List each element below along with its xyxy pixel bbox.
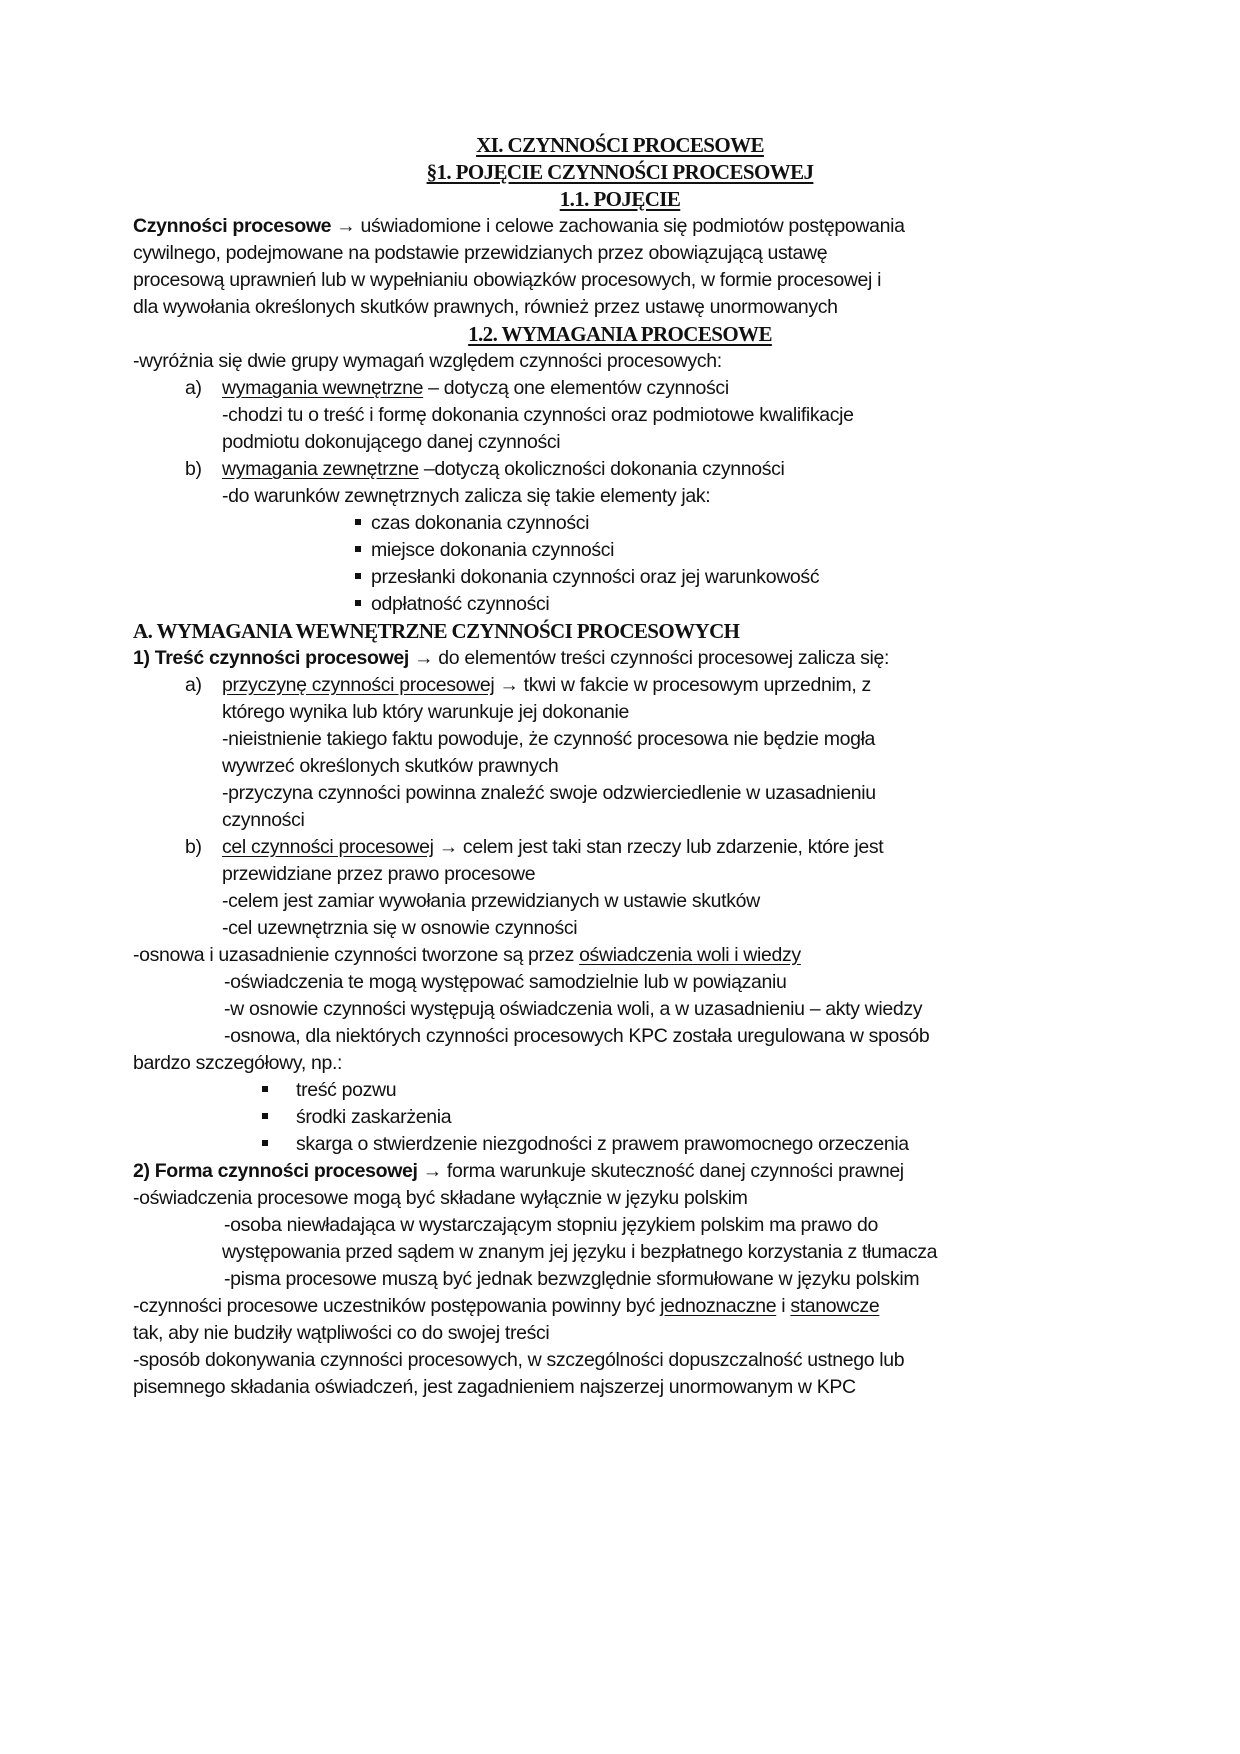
paragraph-line: -wyróżnia się dwie grupy wymagań względem czynności procesowych: xyxy=(133,350,722,372)
underlined-term: wymagania wewnętrzne xyxy=(222,377,424,399)
point-1-line xyxy=(133,645,889,672)
paragraph-line: -sposób dokonywania czynności procesowych, w szczególności dopuszczalność ustnego lub xyxy=(133,1349,905,1371)
paragraph-line: bardzo szczegółowy, np.: xyxy=(133,1052,343,1074)
definition-line: cywilnego, podejmowane na podstawie przewidzianych przez obowiązującą ustawę xyxy=(133,242,828,264)
bullet-text: środki zaskarżenia xyxy=(296,1106,452,1128)
paragraph-line: -chodzi tu o treść i formę dokonania czynności oraz podmiotowe kwalifikacje xyxy=(222,404,854,426)
paragraph-line: -przyczyna czynności powinna znaleźć swoje odzwierciedlenie w uzasadnieniu xyxy=(222,782,876,804)
bullet-icon xyxy=(355,600,361,606)
subsection-heading: 1.1. POJĘCIE xyxy=(559,187,681,211)
list-text: celem jest taki stan rzeczy lub zdarzenie, które jest xyxy=(457,836,884,858)
bullet-item xyxy=(262,1077,396,1104)
point-term: 1) Treść czynności procesowej xyxy=(133,647,409,669)
bullet-item xyxy=(355,564,819,591)
section-heading: §1. POJĘCIE CZYNNOŚCI PROCESOWEJ xyxy=(426,160,814,184)
paragraph-line xyxy=(133,942,801,969)
list-item-b xyxy=(185,834,883,861)
bullet-icon xyxy=(355,519,361,525)
arrow-icon: → xyxy=(414,647,434,669)
underlined-term: cel czynności procesowej xyxy=(222,836,434,858)
bullet-item xyxy=(355,510,589,537)
bullet-item xyxy=(355,537,614,564)
arrow-icon: → xyxy=(438,836,458,858)
underlined-term: oświadczenia woli i wiedzy xyxy=(579,944,801,966)
underlined-term: stanowcze xyxy=(790,1295,880,1317)
definition-line: dla wywołania określonych skutków prawnych, również przez ustawę unormowanych xyxy=(133,296,838,318)
paragraph-line: występowania przed sądem w znanym jej języku i bezpłatnego korzystania z tłumacza xyxy=(222,1241,938,1263)
bullet-text: odpłatność czynności xyxy=(371,593,550,615)
paragraph-line: -oświadczenia te mogą występować samodzielnie lub w powiązaniu xyxy=(224,971,787,993)
bullet-text: miejsce dokonania czynności xyxy=(371,539,615,561)
paragraph-line: -osnowa, dla niektórych czynności procesowych KPC została uregulowana w sposób xyxy=(224,1025,930,1047)
underlined-term: jednoznaczne xyxy=(660,1295,777,1317)
list-label: b) xyxy=(185,458,202,480)
list-label: b) xyxy=(185,836,202,858)
list-item-a xyxy=(185,672,871,699)
point-term: 2) Forma czynności procesowej xyxy=(133,1160,418,1182)
definition-term: Czynności procesowe xyxy=(133,215,332,237)
list-item-b xyxy=(185,456,785,483)
paragraph-line: pisemnego składania oświadczeń, jest zagadnieniem najszerzej unormowanym w KPC xyxy=(133,1376,856,1398)
bullet-icon xyxy=(262,1140,268,1146)
paragraph-line: -nieistnienie takiego faktu powoduje, że czynność procesowa nie będzie mogła xyxy=(222,728,876,750)
definition-line xyxy=(133,213,905,240)
bullet-text: przesłanki dokonania czynności oraz jej warunkowość xyxy=(371,566,820,588)
underlined-term: wymagania zewnętrzne xyxy=(222,458,419,480)
list-text: tkwi w fakcie w procesowym uprzednim, z xyxy=(518,674,871,696)
point-2-line xyxy=(133,1158,904,1185)
subsection-heading: 1.2. WYMAGANIA PROCESOWE xyxy=(468,322,772,346)
arrow-icon: → xyxy=(422,1160,442,1182)
list-text: –dotyczą okoliczności dokonania czynności xyxy=(418,458,785,480)
list-label: a) xyxy=(185,377,202,399)
paragraph-line xyxy=(133,1293,879,1320)
list-text: – dotyczą one elementów czynności xyxy=(423,377,729,399)
paragraph-line: czynności xyxy=(222,809,305,831)
point-text: do elementów treści czynności procesowej zalicza się: xyxy=(433,647,890,669)
document-title: XI. CZYNNOŚCI PROCESOWE xyxy=(476,133,764,157)
list-item-a xyxy=(185,375,729,402)
bullet-item xyxy=(355,591,549,618)
point-text: forma warunkuje skuteczność danej czynności prawnej xyxy=(441,1160,904,1182)
paragraph-line: przewidziane przez prawo procesowe xyxy=(222,863,536,885)
paragraph-line: tak, aby nie budziły wątpliwości co do swojej treści xyxy=(133,1322,550,1344)
bullet-text: skarga o stwierdzenie niezgodności z prawem prawomocnego orzeczenia xyxy=(296,1133,909,1155)
definition-text: uświadomione i celowe zachowania się podmiotów postępowania xyxy=(355,215,905,237)
bullet-item xyxy=(262,1104,451,1131)
paragraph-line: -pisma procesowe muszą być jednak bezwzględnie sformułowane w języku polskim xyxy=(224,1268,920,1290)
list-label: a) xyxy=(185,674,202,696)
bullet-icon xyxy=(262,1086,268,1092)
paragraph-line: którego wynika lub który warunkuje jej dokonanie xyxy=(222,701,630,723)
underlined-term: przyczynę czynności procesowej xyxy=(222,674,495,696)
bullet-icon xyxy=(262,1113,268,1119)
paragraph-text: -osnowa i uzasadnienie czynności tworzone są przez xyxy=(133,944,580,966)
bullet-icon xyxy=(355,573,361,579)
paragraph-line: podmiotu dokonującego danej czynności xyxy=(222,431,561,453)
section-a-heading: A. WYMAGANIA WEWNĘTRZNE CZYNNOŚCI PROCESOWYCH xyxy=(133,619,740,643)
paragraph-line: wywrzeć określonych skutków prawnych xyxy=(222,755,559,777)
paragraph-text: i xyxy=(776,1295,791,1317)
paragraph-line: -cel uzewnętrznia się w osnowie czynności xyxy=(222,917,578,939)
bullet-text: treść pozwu xyxy=(296,1079,397,1101)
paragraph-line: -oświadczenia procesowe mogą być składane wyłącznie w języku polskim xyxy=(133,1187,748,1209)
paragraph-text: -czynności procesowe uczestników postępowania powinny być xyxy=(133,1295,661,1317)
paragraph-line: -osoba niewładająca w wystarczającym stopniu językiem polskim ma prawo do xyxy=(224,1214,878,1236)
paragraph-line: -celem jest zamiar wywołania przewidzianych w ustawie skutków xyxy=(222,890,760,912)
arrow-icon: → xyxy=(499,674,519,696)
bullet-item xyxy=(262,1131,909,1158)
paragraph-line: -do warunków zewnętrznych zalicza się takie elementy jak: xyxy=(222,485,711,507)
paragraph-line: -w osnowie czynności występują oświadczenia woli, a w uzasadnieniu – akty wiedzy xyxy=(224,998,923,1020)
bullet-icon xyxy=(355,546,361,552)
bullet-text: czas dokonania czynności xyxy=(371,512,590,534)
arrow-icon: → xyxy=(336,215,356,237)
definition-line: procesową uprawnień lub w wypełnianiu obowiązków procesowych, w formie procesowej i xyxy=(133,269,882,291)
